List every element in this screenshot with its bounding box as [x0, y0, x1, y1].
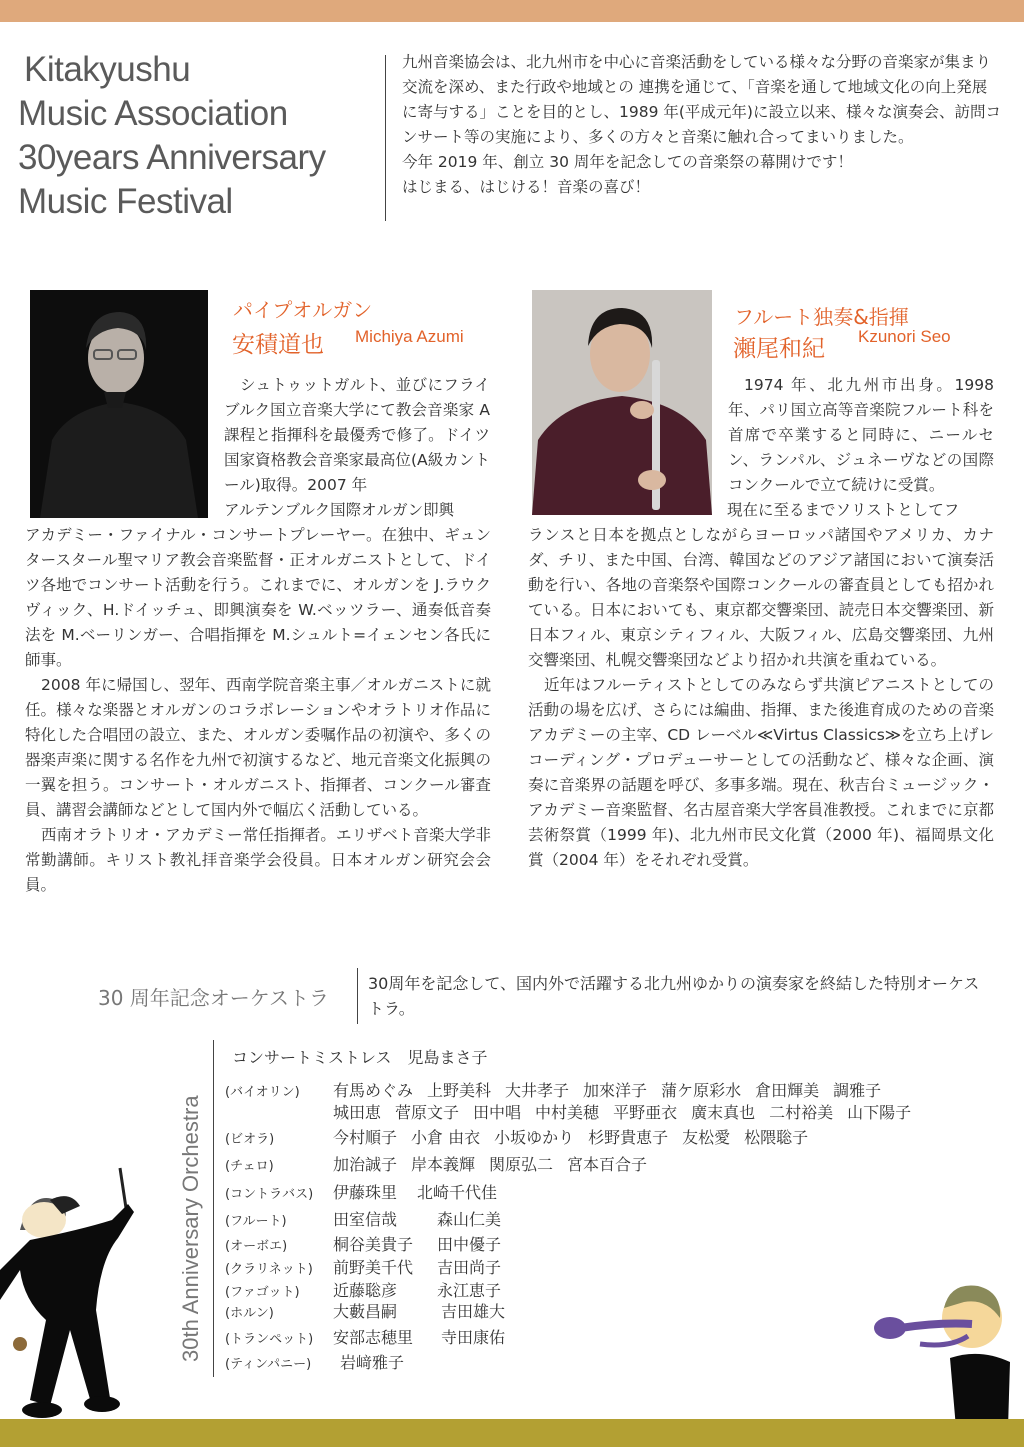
section-label-oboe: (オーボエ): [225, 1239, 288, 1254]
section-label-cello: (チェロ): [225, 1159, 274, 1174]
viola-names: [333, 1125, 822, 1148]
member-name: 菅原文子: [395, 1103, 460, 1122]
conductor-illustration: [0, 1160, 150, 1430]
flutist-role: フルート独奏&指揮: [734, 305, 909, 329]
member-name: 蒲ケ原彩水: [661, 1081, 742, 1100]
member-name: 田室信哉: [333, 1210, 398, 1229]
organist-name-ja: 安積道也: [232, 332, 324, 358]
intro-text: [402, 50, 1002, 200]
contrabass-names: [333, 1180, 497, 1203]
title-line-2: Music Association: [18, 94, 288, 133]
orchestra-vertical-title: 30th Anniversary Orchestra: [178, 1095, 203, 1362]
member-name: 中村美穂: [535, 1103, 600, 1122]
member-name: 伊藤珠里: [333, 1183, 398, 1202]
section-label-bassoon: (ファゴット): [225, 1285, 300, 1300]
trumpet-names: [333, 1325, 505, 1348]
instrument-body: [900, 1324, 972, 1329]
flutist-bio-paragraph-2: 近年はフルーティストとしてのみならず共演ピアニストとしての活動の場を広げ、さらには編曲、指揮、また後進育成のための音楽アカデミーの主宰、CD レーベル≪Virtus Classics≫を立ち上げレコーディング・プロデューサーとしての活動など、様々な企画、演奏に音楽界の話題を呼び、多事多端。現在、秋吉台ミュージック・アカデミー音楽監督、名古屋音楽大学客員准教授。これまでに京都芸術祭賞（1999 年)、北九州市民文化賞（2000 年)、福岡県文化賞（2004 年）をそれぞれ受賞。: [528, 676, 995, 869]
violin-names-row-2: [333, 1100, 925, 1123]
orchestra-description: 30周年を記念して、国内外で活躍する北九州ゆかりの演奏家を終結した特別オーケストラ。: [368, 974, 980, 1018]
section-label-timpani: (ティンパニー): [225, 1357, 312, 1372]
member-name: 吉田雄大: [441, 1302, 506, 1321]
member-name: 森山仁美: [437, 1210, 502, 1229]
member-name: 加治誠子: [333, 1155, 398, 1174]
flutist-name-ja: 瀬尾和紀: [733, 336, 825, 362]
member-name: 大井孝子: [505, 1081, 570, 1100]
member-name: 小坂ゆかり: [494, 1128, 575, 1147]
section-label-flute: (フルート): [225, 1214, 287, 1229]
festival-title: [18, 48, 378, 224]
clarinet-names: [333, 1255, 501, 1278]
organist-name-en: Michiya Azumi: [355, 327, 464, 346]
member-name: 倉田輝美: [755, 1081, 820, 1100]
orchestra-label: 30 周年記念オーケストラ: [98, 986, 330, 1010]
oboe-names: [333, 1232, 501, 1255]
organist-photo: [30, 290, 208, 518]
member-name: 今村順子: [333, 1128, 398, 1147]
organist-bio: アルテンブルク国際オルガン即興 アカデミー・ファイナル・コンサートプレーヤー。在独中、ギュンタースタール聖マリア教会音楽監督・正オルガニストとして、ドイツ各地でコンサート活動を行う。これまでに、オルガンを J.ラウクヴィック、H.ドイッチュ、即興演奏を W.ベッツラー、通奏低音奏法を M.ベーリンガー、合唱指揮を M.シュルト=イェンセン各氏に師事。 2008 年に帰国し、翌年、西南学院音楽主事／オルガニストに就任。様々な楽器とオルガンのコラボレーションやオラトリオ作品に特化した合唱団の設立、また、オルガン委嘱作品の初演や、多くの器楽声楽に関する名作を九州で初演するなど、地元音楽文化振興の一翼を担う。コンサート・オルガニスト、指揮者、コンクール審査員、講習会講師などとして国内外で幅広く活動している。 西南オラトリオ・アカデミー常任指揮者。エリザベト音楽大学非常勤講師。キリスト教礼拝音楽学会役員。日本オルガン研究会会員。: [25, 498, 491, 898]
flute-names: [333, 1207, 501, 1230]
intro-paragraph-1: 九州音楽協会は、北九州市を中心に音楽活動をしている様々な分野の音楽家が集まり交流を深め、また行政や地域との 連携を通じて、「音楽を通して地域文化の向上発展に寄与する」ことを目的とし、1989 年(平成元年)に設立以来、様々な演奏会、訪問コンサート等の実施により、多くの方々と音楽に触れ合ってまいりました。: [402, 53, 1001, 146]
title-line-1: Kitakyushu: [24, 50, 191, 89]
concertmistress: コンサートミストレス 児島まさ子: [232, 1048, 488, 1067]
section-label-violin: (バイオリン): [225, 1085, 300, 1100]
member-name: 田中唱: [473, 1103, 522, 1122]
conductor-shoe: [84, 1396, 120, 1412]
violin-names-row-1: [333, 1078, 895, 1101]
member-name: 廣末真也: [691, 1103, 756, 1122]
orchestra-divider: [357, 968, 358, 1024]
bottom-color-bar: [0, 1419, 1024, 1447]
member-name: 友松愛: [682, 1128, 731, 1147]
flutist-bio: 現在に至るまでソリストとしてフ ランスと日本を拠点としながらヨーロッパ諸国やアメリカ、カナダ、チリ、また中国、台湾、韓国などのアジア諸国において演奏活動を行い、各地の音楽祭や国際コンクールの審査員としても招かれている。日本においても、東京都交響楽団、読売日本交響楽団、新日本フィル、東京シティフィル、大阪フィル、広島交響楽団、九州交響楽団、札幌交響楽団などより招かれ共演を重ねている。 近年はフルーティストとしてのみならず共演ピアニストとしての活動の場を広げ、さらには編曲、指揮、また後進育成のための音楽アカデミーの主宰、CD レーベル≪Virtus Classics≫を立ち上げレコーディング・プロデューサーとしての活動など、様々な企画、演奏に音楽界の話題を呼び、多事多端。現在、秋吉台ミュージック・アカデミー音楽監督、名古屋音楽大学客員准教授。これまでに京都芸術祭賞（1999 年)、北九州市民文化賞（2000 年)、福岡県文化賞（2004 年）をそれぞれ受賞。: [528, 498, 994, 873]
member-name: 永江恵子: [437, 1281, 502, 1300]
timpani-names: [340, 1350, 418, 1373]
member-name: 二村裕美: [769, 1103, 834, 1122]
section-label-contrabass: (コントラバス): [225, 1187, 314, 1202]
member-name: 岸本義輝: [411, 1155, 476, 1174]
title-line-3: 30years Anniversary: [18, 138, 326, 177]
musician-body: [950, 1354, 1010, 1428]
member-name: 松隈聡子: [744, 1128, 809, 1147]
member-name: 寺田康佑: [441, 1328, 506, 1347]
organist-bio-paragraph-2: 2008 年に帰国し、翌年、西南学院音楽主事／オルガニストに就任。様々な楽器とオルガンのコラボレーションやオラトリオ作品に特化した合唱団の設立、また、オルガン委嘱作品の初演や、多くの器楽声楽に関する名作を九州で初演するなど、地元音楽文化振興の一翼を担う。コンサート・オルガニスト、指揮者、コンクール審査員、講習会講師などとして国内外で幅広く活動している。: [25, 676, 491, 819]
member-name: 平野亜衣: [613, 1103, 678, 1122]
intro-paragraph-3: はじまる、はじける！音楽の喜び！: [402, 178, 651, 196]
member-name: 宮本百合子: [567, 1155, 648, 1174]
member-name: 吉田尚子: [437, 1258, 502, 1277]
member-name: 前野美千代: [333, 1258, 414, 1277]
top-color-bar: [0, 0, 1024, 22]
member-name: 大藪昌嗣: [333, 1302, 398, 1321]
roster-divider: [213, 1040, 214, 1377]
intro-paragraph-2: 今年 2019 年、創立 30 周年を記念しての音楽祭の幕開けです！: [402, 153, 853, 171]
flutist-photo: [532, 290, 712, 515]
member-name: 調雅子: [833, 1081, 882, 1100]
member-name: 山下陽子: [847, 1103, 912, 1122]
section-label-viola: (ビオラ): [225, 1132, 275, 1147]
member-name: 加來洋子: [583, 1081, 648, 1100]
member-name: 小倉 由衣: [411, 1128, 481, 1147]
title-divider: [385, 55, 386, 221]
horn-names: [333, 1299, 505, 1322]
member-name: 関原弘二: [489, 1155, 554, 1174]
section-label-clarinet: (クラリネット): [225, 1262, 313, 1277]
member-name: 城田恵: [333, 1103, 382, 1122]
bassoon-names: [333, 1278, 501, 1301]
member-name: 桐谷美貴子: [333, 1235, 414, 1254]
conductor-button: [13, 1337, 27, 1351]
organist-role: パイプオルガン: [233, 298, 373, 322]
member-name: 岩﨑雅子: [340, 1353, 405, 1372]
member-name: 近藤聡彦: [333, 1281, 398, 1300]
title-line-4: Music Festival: [18, 182, 233, 221]
conductor-body: [0, 1204, 134, 1406]
flutist-name-en: Kzunori Seo: [858, 327, 951, 346]
member-name: 有馬めぐみ: [333, 1081, 414, 1100]
section-label-trumpet: (トランペット): [225, 1332, 314, 1347]
organist-bio-top: シュトゥットガルト、並びにフライブルク国立音楽大学にて教会音楽家 A 課程と指揮科を最優秀で修了。ドイツ国家資格教会音楽家最高位(A級カントール)取得。2007 年: [224, 376, 490, 494]
baton-icon: [120, 1168, 126, 1208]
member-name: 田中優子: [437, 1235, 502, 1254]
member-name: 上野美科: [427, 1081, 492, 1100]
conductor-shoe: [22, 1402, 62, 1418]
member-name: 北崎千代佳: [417, 1183, 498, 1202]
member-name: 杉野貴恵子: [588, 1128, 669, 1147]
clarinetist-illustration: [860, 1278, 1024, 1438]
flutist-bio-top: 1974 年、北九州市出身。1998 年、パリ国立高等音楽院フルート科を首席で卒業すると同時に、ニールセン、ランパル、ジュネーヴなどの国際コンクールで立て続けに受賞。: [728, 376, 994, 494]
organist-bio-paragraph-3: 西南オラトリオ・アカデミー常任指揮者。エリザベト音楽大学非常勤講師。キリスト教礼拝音楽学会役員。日本オルガン研究会会員。: [25, 826, 491, 894]
section-label-horn: (ホルン): [225, 1306, 274, 1321]
cello-names: [333, 1152, 661, 1175]
member-name: 安部志穂里: [333, 1328, 414, 1347]
